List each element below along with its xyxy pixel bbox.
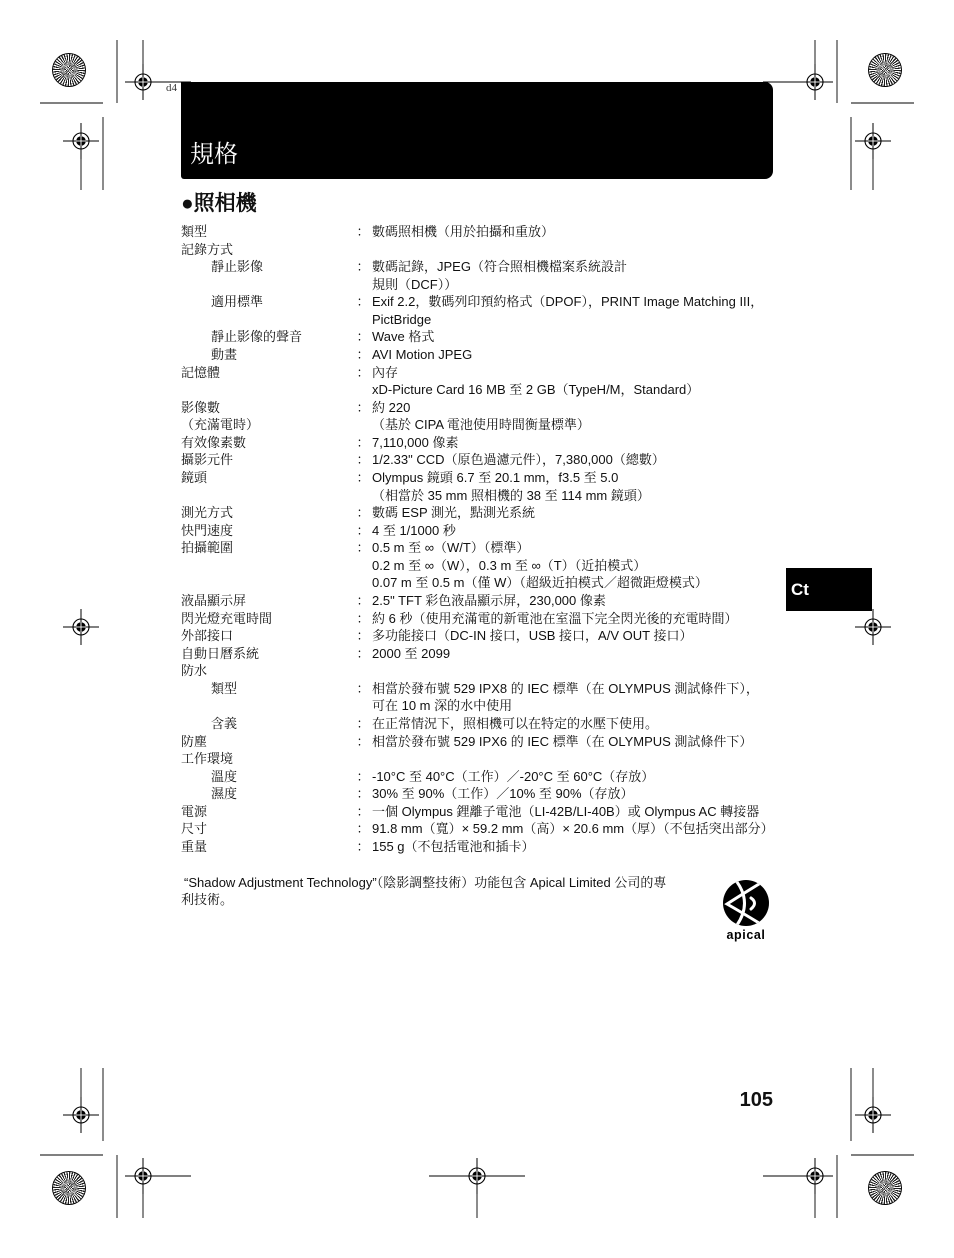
spec-value-line: 0.5 m 至 ∞（W/T）（標準）	[372, 540, 530, 556]
registration-mark-icon	[63, 1097, 99, 1133]
spec-value-line: 內存	[372, 364, 399, 380]
spec-subrow	[0, 258, 954, 293]
spec-value	[372, 645, 450, 663]
spec-value-line: 30% 至 90%（工作）／10% 至 90%（存放）	[372, 786, 634, 802]
spec-value-line: AVI Motion JPEG	[372, 346, 473, 362]
spec-separator: ：	[356, 645, 370, 661]
page-title: 規格	[190, 141, 238, 168]
footnote	[181, 874, 666, 908]
spec-value	[372, 328, 434, 346]
spec-label	[181, 627, 233, 645]
spec-label-line: 液晶顯示屏	[181, 592, 247, 608]
registration-mark-icon	[63, 123, 99, 159]
registration-mark-icon	[125, 1158, 161, 1194]
spec-label-line: 電源	[181, 803, 208, 819]
spec-label-line: 閃光燈充電時間	[181, 610, 273, 626]
spec-label	[211, 293, 263, 311]
spec-label	[211, 680, 237, 698]
logo-wordmark: apical	[726, 928, 766, 942]
spec-value-line: 7,110,000 像素	[372, 434, 459, 450]
spec-value	[372, 592, 606, 610]
spec-label	[181, 522, 233, 540]
spec-value-line: 約 220	[372, 399, 411, 415]
spec-separator: ：	[356, 505, 370, 521]
spec-label	[181, 610, 272, 628]
spec-value	[372, 504, 535, 522]
spec-label	[181, 223, 207, 241]
spec-value	[372, 293, 763, 328]
spec-value-line: 0.2 m 至 ∞（W），0.3 m 至 ∞（T）（近拍模式）	[372, 557, 647, 573]
registration-mark-icon	[797, 1158, 833, 1194]
spec-subrow	[0, 346, 954, 364]
spec-separator: ：	[356, 469, 370, 485]
spec-row	[0, 662, 954, 680]
spec-separator: ：	[356, 346, 370, 362]
spec-value-line: 多功能接口（DC-IN 接口，USB 接口，A/V OUT 接口）	[372, 628, 693, 644]
spec-row	[0, 434, 954, 452]
spec-separator: ：	[356, 592, 370, 608]
spec-value-line: Wave 格式	[372, 329, 435, 345]
spec-label-line: 靜止影像	[211, 259, 264, 275]
spec-value-line: 規則（DCF））	[372, 276, 458, 292]
spec-value-line: 相當於發布號 529 IPX8 的 IEC 標準（在 OLYMPUS 測試條件下），	[372, 680, 759, 696]
spec-row	[0, 451, 954, 469]
spec-label	[181, 803, 207, 821]
spec-separator: ：	[356, 294, 370, 310]
spec-separator: ：	[356, 224, 370, 239]
spec-row	[0, 504, 954, 522]
spec-separator: ：	[356, 680, 370, 696]
spec-value	[372, 733, 752, 751]
spec-label-line: 防塵	[181, 733, 208, 749]
spec-value-line: -10°C 至 40°C（工作）／-20°C 至 60°C（存放）	[372, 768, 655, 784]
spec-subrow	[0, 785, 954, 803]
spec-separator: ：	[356, 803, 370, 819]
spec-value-line: 一個 Olympus 鋰離子電池（LI-42B/LI-40B）或 Olympus AC 轉接器	[372, 803, 760, 819]
spec-separator: ：	[356, 610, 370, 626]
spec-value-line: （基於 CIPA 電池使用時間衡量標準）	[372, 417, 590, 433]
spec-value	[372, 364, 699, 399]
spec-row	[0, 750, 954, 768]
spec-value	[372, 838, 535, 856]
spec-label-line: 工作環境	[181, 751, 234, 767]
spec-separator: ：	[356, 786, 370, 802]
spec-label	[181, 504, 233, 522]
spec-row	[0, 645, 954, 663]
spec-label-line: 適用標準	[211, 294, 264, 310]
spec-row	[0, 522, 954, 540]
spec-value-line: 91.8 mm（寬）× 59.2 mm（高）× 20.6 mm（厚）（不包括突出部分）	[372, 821, 774, 837]
color-registration-starburst-icon	[869, 54, 901, 86]
spec-value	[372, 451, 665, 469]
spec-label-line: （充滿電時）	[181, 417, 260, 433]
spec-value-line: 在正常情況下，照相機可以在特定的水壓下使用。	[372, 715, 659, 731]
spec-value-line: PictBridge	[372, 311, 432, 327]
spec-separator: ：	[356, 733, 370, 749]
spec-row	[0, 399, 954, 434]
spec-value	[372, 539, 708, 592]
spec-label	[181, 451, 233, 469]
spec-label	[181, 838, 207, 856]
spec-label	[181, 733, 207, 751]
spec-value	[372, 627, 692, 645]
spec-row	[0, 627, 954, 645]
spec-label-line: 靜止影像的聲音	[211, 329, 303, 345]
spec-label-line: 防水	[181, 663, 208, 679]
spec-value	[372, 346, 472, 364]
spec-value-line: 1/2.33" CCD（原色過濾元件），7,380,000（總數）	[372, 452, 665, 468]
spec-label-line: 記憶體	[181, 364, 221, 380]
registration-mark-icon	[459, 1158, 495, 1194]
spec-value-line: Exif 2.2，數碼列印預約格式（DPOF），PRINT Image Matching III，	[372, 294, 764, 310]
spec-label-line: 影像數	[181, 399, 221, 415]
spec-label-line: 有效像素數	[181, 434, 247, 450]
spec-label-line: 外部接口	[181, 628, 234, 644]
spec-label	[181, 645, 259, 663]
spec-label-line: 測光方式	[181, 505, 234, 521]
registration-mark-icon	[125, 64, 161, 100]
color-registration-starburst-icon	[53, 54, 85, 86]
spec-subrow	[0, 293, 954, 328]
spec-label-line: 自動日曆系統	[181, 645, 260, 661]
spec-separator: ：	[356, 715, 370, 731]
footnote-line: “Shadow Adjustment Technology”（陰影調整技術）功能包含 Apical Limited 公司的專	[184, 875, 667, 890]
spec-label-line: 尺寸	[181, 821, 208, 837]
spec-label	[181, 434, 246, 452]
spec-value-line: （相當於 35 mm 照相機的 38 至 114 mm 鏡頭）	[372, 487, 650, 503]
spec-value	[372, 680, 759, 715]
color-registration-starburst-icon	[869, 1172, 901, 1204]
language-tab: Ct	[786, 568, 872, 611]
spec-separator: ：	[356, 628, 370, 644]
spec-label	[211, 785, 237, 803]
spec-label	[181, 241, 233, 259]
spec-row	[0, 223, 954, 241]
spec-separator: ：	[356, 329, 370, 345]
spec-value	[372, 820, 774, 838]
section-heading: ●照相機	[181, 192, 257, 215]
spec-subrow	[0, 715, 954, 733]
spec-label	[211, 328, 302, 346]
spec-row	[0, 820, 954, 838]
spec-value-line: 數碼記錄，JPEG（符合照相機檔案系統設計	[372, 259, 627, 275]
spec-label	[211, 715, 237, 733]
spec-label-line: 記錄方式	[181, 241, 234, 257]
spec-label-line: 鏡頭	[181, 469, 208, 485]
spec-label-line: 含義	[211, 715, 238, 731]
spec-row	[0, 838, 954, 856]
spec-value-line: 0.07 m 至 0.5 m（僅 W）（超級近拍模式／超微距燈模式）	[372, 575, 708, 591]
spec-value	[372, 803, 759, 821]
spec-label	[181, 399, 259, 434]
spec-value-line: 2000 至 2099	[372, 645, 451, 661]
spec-separator: ：	[356, 540, 370, 556]
registration-mark-icon	[855, 123, 891, 159]
spec-label-line: 重量	[181, 838, 208, 854]
spec-label	[181, 539, 233, 557]
spec-label	[181, 469, 207, 487]
spec-row	[0, 364, 954, 399]
spec-value	[372, 610, 737, 628]
spec-value-line: 155 g（不包括電池和插卡）	[372, 838, 535, 854]
spec-separator: ：	[356, 434, 370, 450]
spec-subrow	[0, 768, 954, 786]
spec-value	[372, 522, 456, 540]
spec-label	[181, 592, 246, 610]
page-header-bar	[181, 82, 773, 179]
spec-label	[211, 768, 237, 786]
spec-separator: ：	[356, 838, 370, 854]
spec-label	[181, 750, 233, 768]
spec-value-line: 相當於發布號 529 IPX6 的 IEC 標準（在 OLYMPUS 測試條件下）	[372, 733, 753, 749]
spec-label	[211, 346, 237, 364]
spec-label	[181, 662, 207, 680]
spec-separator: ：	[356, 399, 370, 415]
spec-label	[181, 820, 207, 838]
spec-value-line: 數碼照相機（用於拍攝和重放）	[372, 224, 555, 239]
spec-row	[0, 469, 954, 504]
spec-value-line: Olympus 鏡頭 6.7 至 20.1 mm，f3.5 至 5.0	[372, 469, 619, 485]
spec-separator: ：	[356, 452, 370, 468]
spec-label	[211, 258, 263, 276]
spec-label-line: 類型	[181, 224, 208, 239]
printer-slug: d4	[166, 82, 177, 94]
spec-value	[372, 258, 627, 293]
spec-value	[372, 399, 590, 434]
page-number: 105	[739, 1089, 773, 1111]
spec-value-line: 約 6 秒（使用充滿電的新電池在室溫下完全閃光後的充電時間）	[372, 610, 738, 626]
spec-subrow	[0, 680, 954, 715]
spec-separator: ：	[356, 768, 370, 784]
spec-value	[372, 768, 654, 786]
spec-row	[0, 241, 954, 259]
spec-value	[372, 223, 554, 241]
spec-label-line: 快門速度	[181, 522, 234, 538]
spec-label-line: 類型	[211, 680, 238, 696]
spec-value	[372, 469, 650, 504]
spec-value-line: 可在 10 m 深的水中使用	[372, 698, 513, 714]
spec-separator: ：	[356, 259, 370, 275]
spec-value-line: 數碼 ESP 測光，點測光系統	[372, 505, 536, 521]
spec-value	[372, 785, 634, 803]
registration-mark-icon	[855, 1097, 891, 1133]
spec-value-line: 2.5" TFT 彩色液晶顯示屏，230,000 像素	[372, 592, 606, 608]
footnote-line: 利技術。	[181, 892, 234, 907]
spec-label-line: 動畫	[211, 346, 238, 362]
spec-value-line: xD-Picture Card 16 MB 至 2 GB（TypeH/M，Standard）	[372, 382, 700, 398]
spec-value-line: 4 至 1/1000 秒	[372, 522, 456, 538]
apical-logo-icon	[721, 878, 771, 944]
spec-value	[372, 715, 658, 733]
color-registration-starburst-icon	[53, 1172, 85, 1204]
spec-label-line: 濕度	[211, 786, 238, 802]
registration-mark-icon	[797, 64, 833, 100]
spec-label-line: 攝影元件	[181, 452, 234, 468]
spec-value	[372, 434, 458, 452]
spec-subrow	[0, 328, 954, 346]
spec-row	[0, 733, 954, 751]
spec-label-line: 拍攝範圍	[181, 540, 234, 556]
spec-row	[0, 803, 954, 821]
spec-separator: ：	[356, 821, 370, 837]
spec-row	[0, 610, 954, 628]
spec-separator: ：	[356, 364, 370, 380]
spec-label	[181, 364, 220, 382]
spec-label-line: 溫度	[211, 768, 238, 784]
spec-separator: ：	[356, 522, 370, 538]
